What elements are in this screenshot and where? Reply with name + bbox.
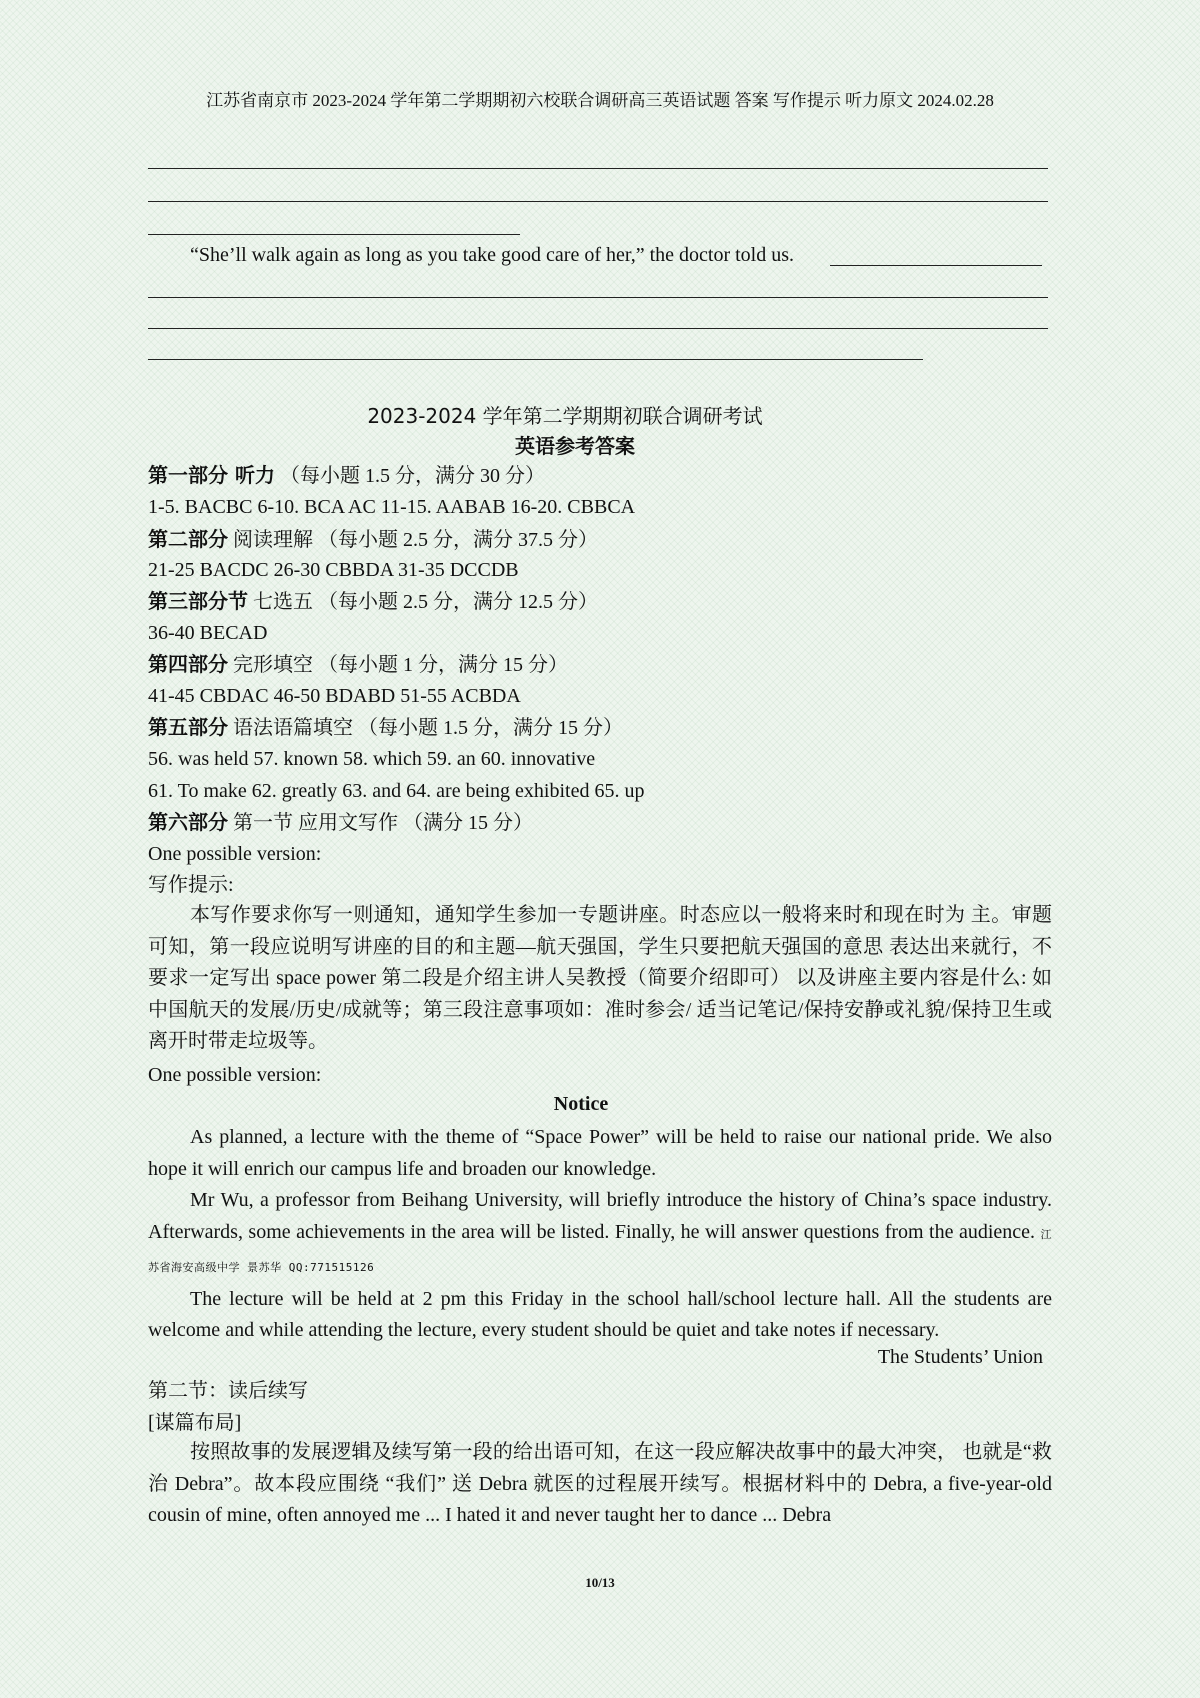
section-1-answers: 1-5. BACBC 6-10. BCA AC 11-15. AABAB 16-20. CBBCA bbox=[148, 496, 636, 518]
notice-title: Notice bbox=[553, 1093, 609, 1115]
section-1-heading: 第一部分 听力 （每小题 1.5 分，满分 30 分） bbox=[148, 463, 545, 487]
one-possible-version: One possible version: bbox=[148, 843, 322, 865]
section-2-heading: 第二部分 阅读理解 （每小题 2.5 分，满分 37.5 分） bbox=[148, 527, 598, 551]
layout-label: [谋篇布局] bbox=[148, 1412, 242, 1434]
continuation-paragraph: 按照故事的发展逻辑及续写第一段的给出语可知，在这一段应解决故事中的最大冲突， 也就是“救治 Debra”。故本段应围绕 “我们” 送 Debra 就医的过程展开续写。根据材料中的 Debra, a five-year-old cousin of mine, often annoyed me ... I hated it and never taught her to dance ... Debra bbox=[148, 1441, 1052, 1526]
watermark-text: 江苏省海安高级中学 景苏华 QQ:771515126 bbox=[148, 1227, 1052, 1274]
blank-line bbox=[148, 359, 923, 360]
blank-line bbox=[148, 201, 1048, 202]
writing-tip-label: 写作提示: bbox=[148, 874, 234, 896]
notice-body bbox=[148, 1122, 1052, 1347]
notice-paragraph-1: As planned, a lecture with the theme of “Space Power” will be held to raise our national pride. We also hope it will enrich our campus life and broaden our knowledge. bbox=[148, 1126, 1052, 1180]
notice-paragraph-3: The lecture will be held at 2 pm this Friday in the school hall/school lecture hall. All the students are welcome and while attending the lecture, every student should be quiet and take notes if necessary. bbox=[148, 1287, 1052, 1341]
blank-line bbox=[830, 265, 1042, 266]
section-5-answers-1: 56. was held 57. known 58. which 59. an 60. innovative bbox=[148, 748, 596, 770]
writing-tip-paragraph: 本写作要求你写一则通知，通知学生参加一专题讲座。时态应以一般将来时和现在时为 主。审题可知，第一段应说明写讲座的目的和主题—航天强国，学生只要把航天强国的意思 表达出来就行，不要求一定写出 space power 第二段是介绍主讲人吴教授（简要介绍即可） 以及讲座主要内容是什么: 如中国航天的发展/历史/成就等；第三段注意事项如：准时参会/ 适当记笔记/保持安静或礼貌/保持卫生或离开时带走垃圾等。 bbox=[148, 904, 1052, 1052]
blank-line bbox=[148, 168, 1048, 169]
section-2-answers: 21-25 BACDC 26-30 CBBDA 31-35 DCCDB bbox=[148, 559, 519, 581]
section-4-answers: 41-45 CBDAC 46-50 BDABD 51-55 ACBDA bbox=[148, 685, 521, 707]
notice-signature: The Students’ Union bbox=[877, 1346, 1043, 1368]
one-possible-version-2: One possible version: bbox=[148, 1064, 322, 1086]
notice-paragraph-2: Mr Wu, a professor from Beihang University, will briefly introduce the history of China’s space industry. Afterwards, some achievements in the area will be listed. Finally, he will answer questions from the audience. 江苏省海安高级中学 景苏华 QQ:771515126 bbox=[148, 1189, 1052, 1274]
section-6-heading: 第六部分 第一节 应用文写作 （满分 15 分） bbox=[148, 810, 533, 834]
page-number: 10/13 bbox=[585, 1575, 615, 1590]
page-header: 江苏省南京市 2023-2024 学年第二学期期初六校联合调研高三英语试题 答案 写作提示 听力原文 2024.02.28 bbox=[206, 91, 994, 110]
section-5-answers-2: 61. To make 62. greatly 63. and 64. are being exhibited 65. up bbox=[148, 780, 645, 802]
given-sentence: “She’ll walk again as long as you take good care of her,” the doctor told us. bbox=[190, 244, 795, 266]
section-5-heading: 第五部分 语法语篇填空 （每小题 1.5 分，满分 15 分） bbox=[148, 715, 623, 739]
section-4-heading: 第四部分 完形填空 （每小题 1 分，满分 15 分） bbox=[148, 652, 568, 676]
blank-line bbox=[148, 328, 1048, 329]
section-3-answers: 36-40 BECAD bbox=[148, 622, 268, 644]
blank-line bbox=[148, 234, 520, 235]
answer-subtitle: 英语参考答案 bbox=[515, 434, 635, 458]
section-2-continuation-heading: 第二节：读后续写 bbox=[148, 1380, 308, 1402]
answer-title: 2023-2024 学年第二学期期初联合调研考试 bbox=[367, 404, 763, 428]
section-3-heading: 第三部分节 七选五 （每小题 2.5 分，满分 12.5 分） bbox=[148, 589, 598, 613]
blank-line bbox=[148, 297, 1048, 298]
